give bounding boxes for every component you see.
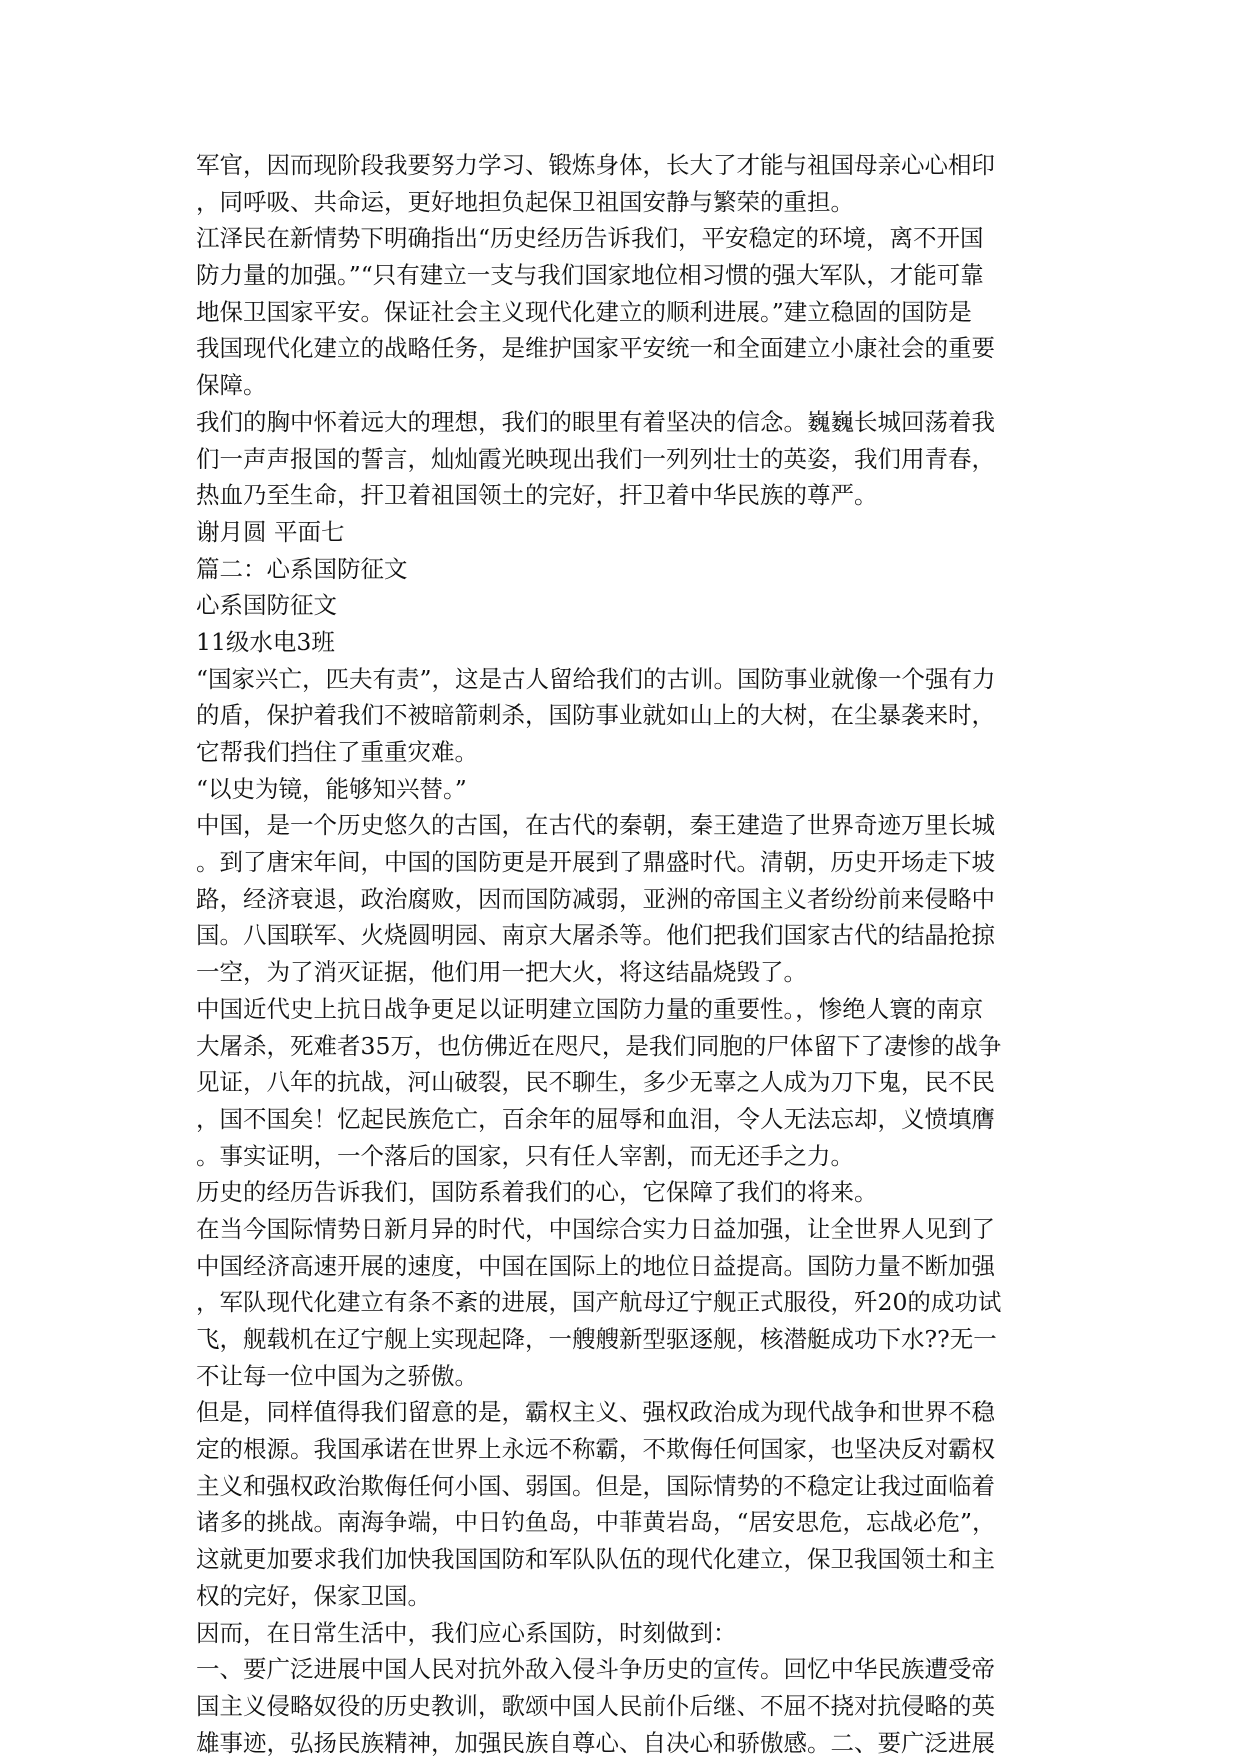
text-line: 中国近代史上抗日战争更足以证明建立国防力量的重要性。，惨绝人寰的南京 bbox=[196, 994, 984, 1023]
text-line: “国家兴亡，匹夫有责”，这是古人留给我们的古训。国防事业就像一个强有力 bbox=[196, 664, 996, 693]
text-line: ，同呼吸、共命运，更好地担负起保卫祖国安静与繁荣的重担。 bbox=[196, 187, 854, 216]
text-line: 中国经济高速开展的速度，中国在国际上的地位日益提高。国防力量不断加强 bbox=[196, 1251, 995, 1280]
text-line: 权的完好，保家卫国。 bbox=[196, 1581, 431, 1610]
text-line: 主义和强权政治欺侮任何小国、弱国。但是，国际情势的不稳定让我过面临着 bbox=[196, 1471, 995, 1500]
essay-title: 心系国防征文 bbox=[196, 591, 337, 620]
text-line: 国。八国联军、火烧圆明园、南京大屠杀等。他们把我们国家古代的结晶抢掠 bbox=[196, 921, 995, 950]
text-line: 军官，因而现阶段我要努力学习、锻炼身体，长大了才能与祖国母亲心心相印 bbox=[196, 151, 995, 179]
text-line: ，军队现代化建立有条不紊的进展，国产航母辽宁舰正式服役，歼20的成功试 bbox=[196, 1288, 1002, 1317]
text-line: 地保卫国家平安。保证社会主义现代化建立的顺利进展。”建立稳固的国防是 bbox=[196, 297, 972, 326]
text-line: 江泽民在新情势下明确指出“历史经历告诉我们，平安稳定的环境，离不开国 bbox=[196, 224, 984, 253]
text-line: 一空，为了消灭证据，他们用一把大火，将这结晶烧毁了。 bbox=[196, 958, 807, 987]
text-line: 它帮我们挡住了重重灾难。 bbox=[196, 738, 478, 766]
text-line: 一、要广泛进展中国人民对抗外敌入侵斗争历史的宣传。回忆中华民族遭受帝 bbox=[196, 1655, 995, 1684]
text-line: 在当今国际情势日新月异的时代，中国综合实力日益加强，让全世界人见到了 bbox=[196, 1214, 995, 1243]
text-line: 路，经济衰退，政治腐败，因而国防减弱，亚洲的帝国主义者纷纷前来侵略中 bbox=[196, 884, 995, 913]
text-line: 中国，是一个历史悠久的古国，在古代的秦朝，秦王建造了世界奇迹万里长城 bbox=[196, 811, 995, 840]
text-line: 。到了唐宋年间，中国的国防更是开展到了鼎盛时代。清朝，历史开场走下坡 bbox=[196, 848, 995, 877]
text-line: 。事实证明，一个落后的国家，只有任人宰割，而无还手之力。 bbox=[196, 1141, 854, 1170]
text-line: 不让每一位中国为之骄傲。 bbox=[196, 1361, 478, 1390]
document-page bbox=[196, 147, 1056, 1761]
text-line: 国主义侵略奴役的历史教训，歌颂中国人民前仆后继、不屈不挠对抗侵略的英 bbox=[196, 1691, 995, 1720]
text-line: 雄事迹，弘扬民族精神，加强民族自尊心、自决心和骄傲感。二、要广泛进展 bbox=[196, 1728, 995, 1757]
text-line: “以史为镜，能够知兴替。” bbox=[196, 774, 467, 803]
text-line: 历史的经历告诉我们，国防系着我们的心，它保障了我们的将来。 bbox=[196, 1178, 878, 1207]
text-line: 我们的胸中怀着远大的理想，我们的眼里有着坚决的信念。巍巍长城回荡着我 bbox=[196, 407, 995, 436]
text-line: 热血乃至生命，扞卫着祖国领土的完好，扞卫着中华民族的尊严。 bbox=[196, 481, 878, 510]
text-line: 定的根源。我国承诺在世界上永远不称霸，不欺侮任何国家，也坚决反对霸权 bbox=[196, 1435, 995, 1464]
text-line: 这就更加要求我们加快我国国防和军队队伍的现代化建立，保卫我国领土和主 bbox=[196, 1545, 995, 1574]
author-line: 谢月圆 平面七 bbox=[196, 517, 345, 546]
text-line: 我国现代化建立的战略任务，是维护国家平安统一和全面建立小康社会的重要 bbox=[196, 334, 995, 363]
text-line: 飞，舰载机在辽宁舰上实现起降，一艘艘新型驱逐舰，核潜艇成功下水??无一 bbox=[196, 1325, 997, 1353]
class-line: 11级水电3班 bbox=[196, 627, 335, 656]
text-line: ，国不国矣！忆起民族危亡，百余年的屈辱和血泪，令人无法忘却，义愤填膺 bbox=[196, 1104, 995, 1133]
section-heading: 篇二：心系国防征文 bbox=[196, 554, 408, 583]
text-line: 们一声声报国的誓言，灿灿霞光映现出我们一列列壮士的英姿，我们用青春， bbox=[196, 444, 995, 473]
text-line: 但是，同样值得我们留意的是，霸权主义、强权政治成为现代战争和世界不稳 bbox=[196, 1398, 995, 1427]
text-line: 防力量的加强。”“只有建立一支与我们国家地位相习惯的强大军队，才能可靠 bbox=[196, 261, 984, 290]
text-line: 诸多的挑战。南海争端，中日钓鱼岛，中菲黄岩岛，“居安思危，忘战必危”， bbox=[196, 1508, 996, 1537]
text-line: 见证，八年的抗战，河山破裂，民不聊生，多少无辜之人成为刀下鬼，民不民 bbox=[196, 1068, 995, 1097]
text-line: 大屠杀，死难者35万，也仿佛近在咫尺，是我们同胞的尸体留下了凄惨的战争 bbox=[196, 1031, 1002, 1060]
text-line: 因而，在日常生活中，我们应心系国防，时刻做到： bbox=[196, 1618, 737, 1647]
text-line: 的盾，保护着我们不被暗箭刺杀，国防事业就如山上的大树，在尘暴袭来时， bbox=[196, 701, 995, 730]
text-line: 保障。 bbox=[196, 371, 267, 400]
